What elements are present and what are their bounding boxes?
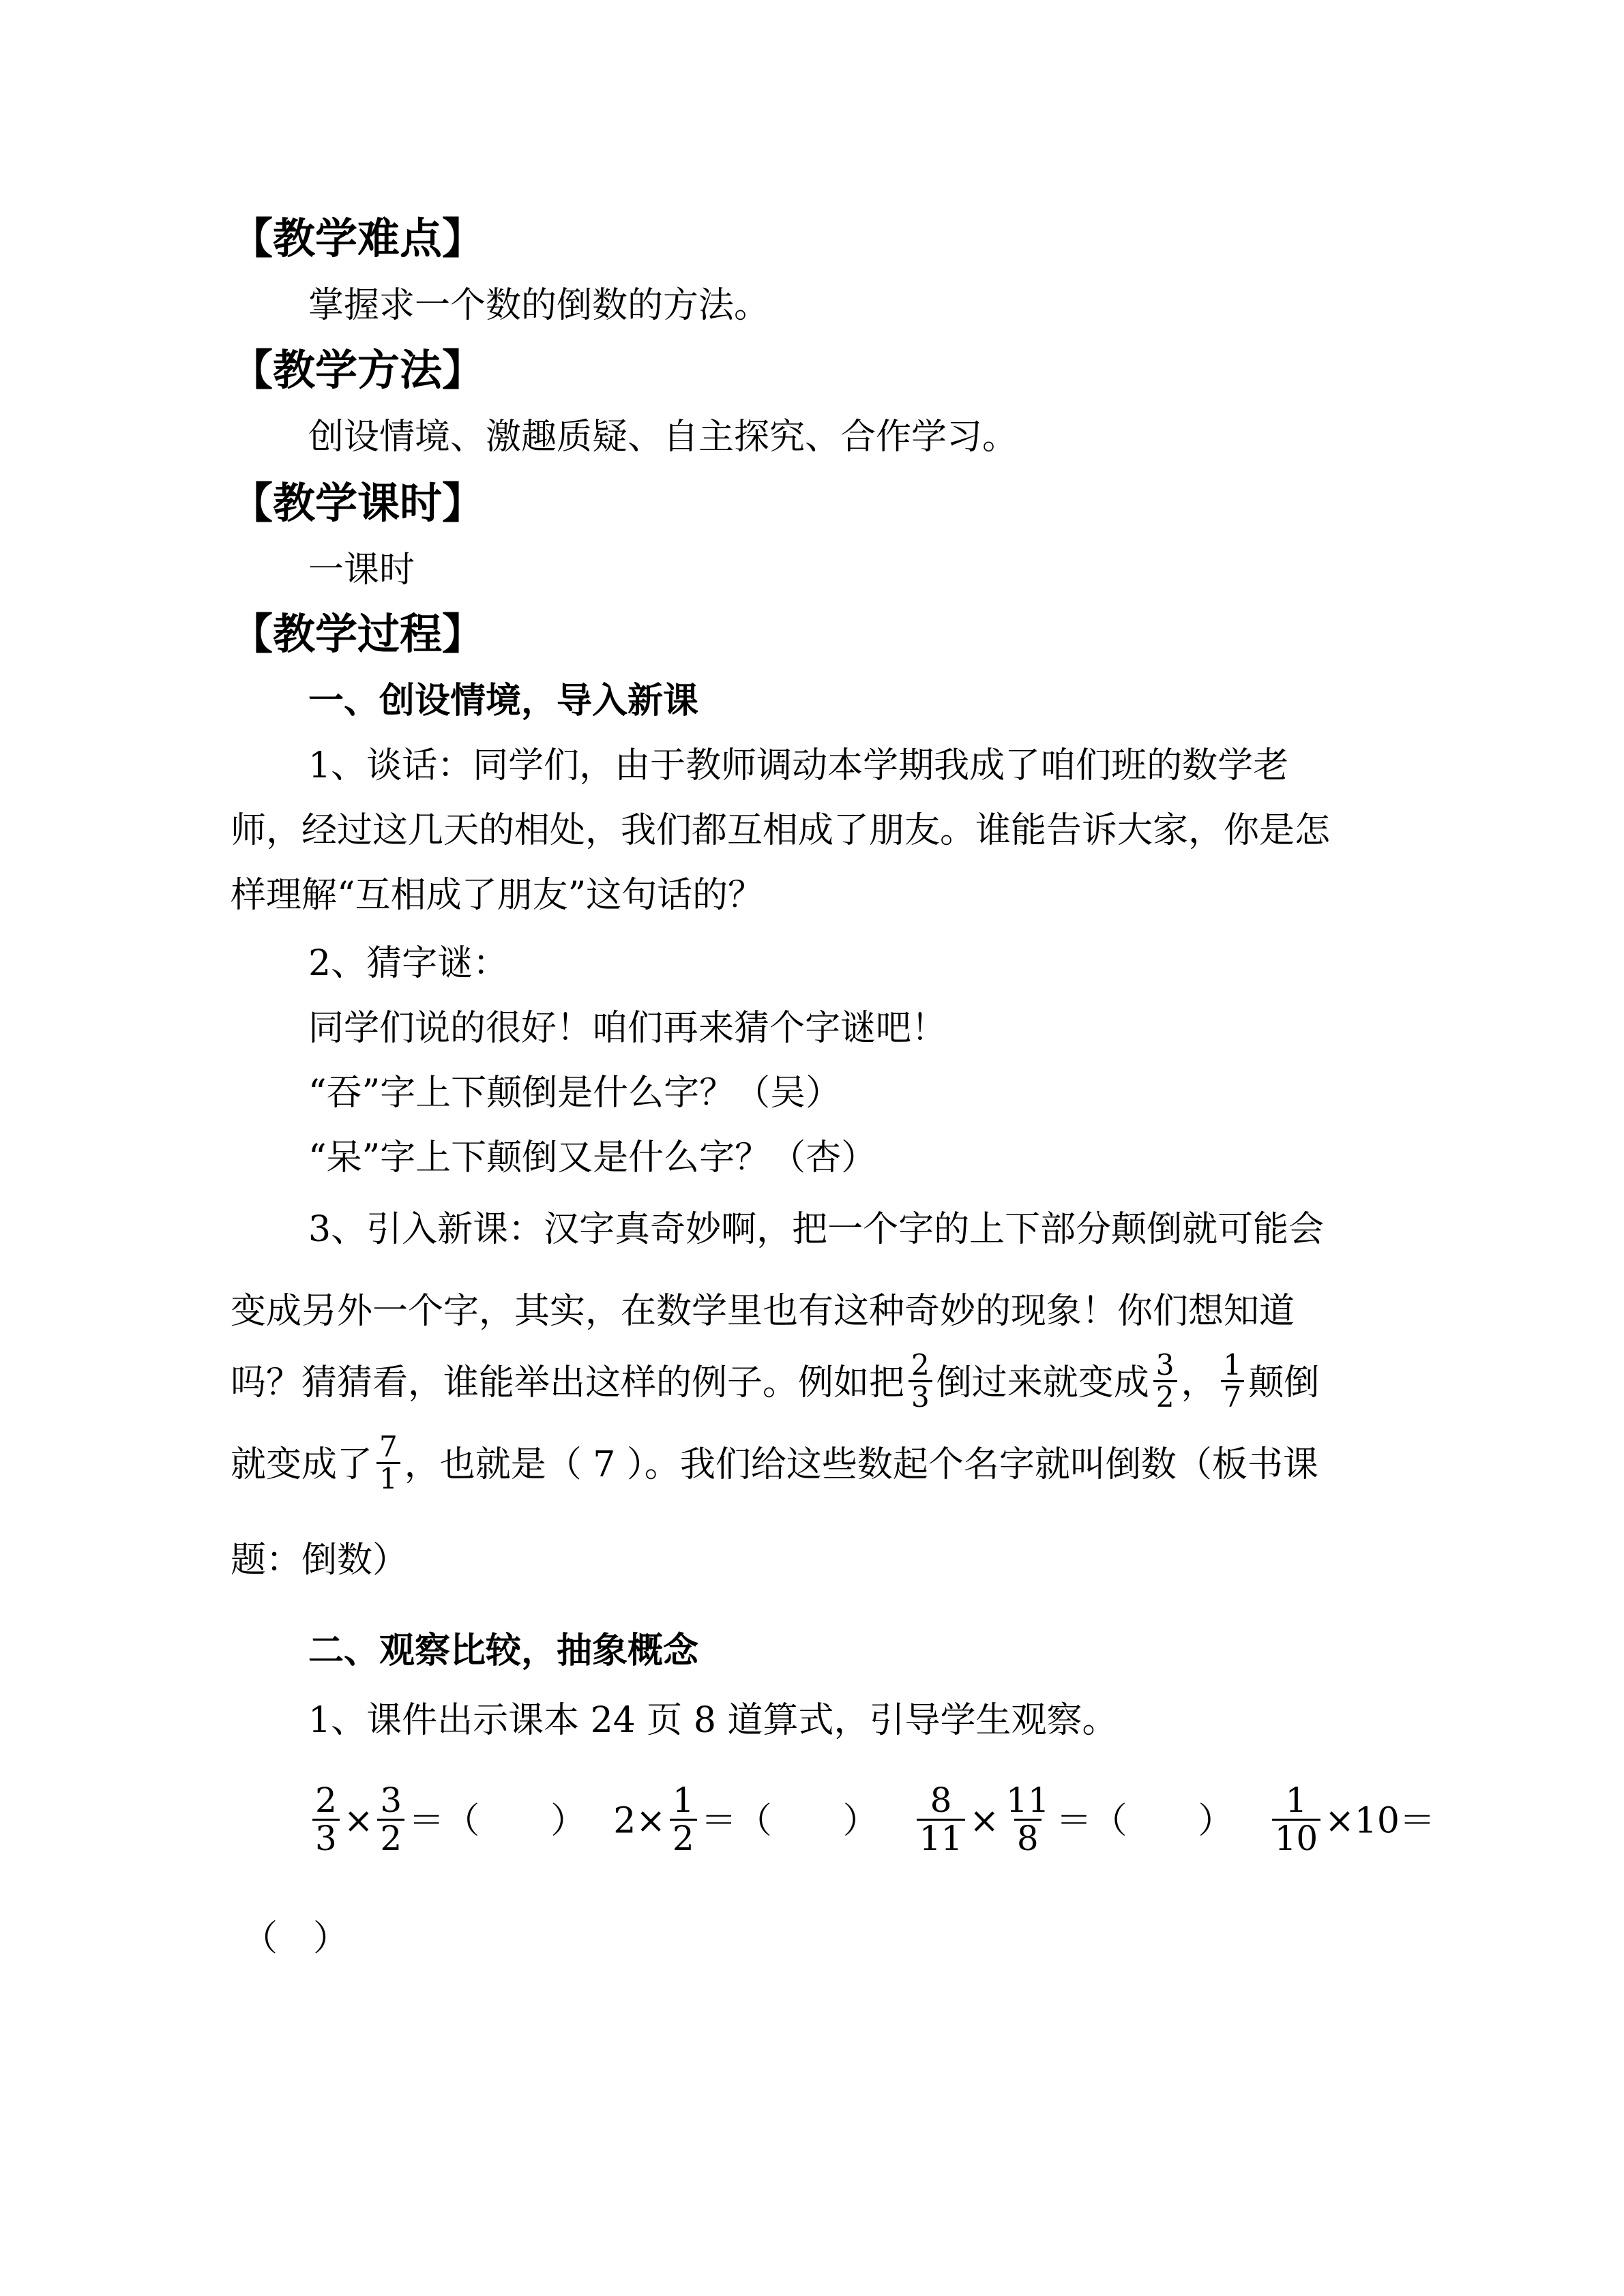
s1-p6-line5: 题：倒数） bbox=[231, 1540, 409, 1581]
fraction-denominator: 8 bbox=[1014, 1819, 1042, 1857]
fraction-numerator: 1 bbox=[1285, 1780, 1308, 1820]
eq1-fraction-a bbox=[312, 1780, 340, 1858]
heading-teaching-difficulty: 【教学难点】 bbox=[231, 213, 485, 263]
fraction-numerator: 3 bbox=[1155, 1347, 1175, 1382]
fraction-numerator: 2 bbox=[911, 1347, 930, 1382]
s1-p6-line3-c: ， bbox=[1181, 1362, 1217, 1403]
s1-p6-line4 bbox=[231, 1429, 1318, 1498]
fraction-denominator: 11 bbox=[917, 1819, 966, 1857]
s1-p1-line1: 1、谈话：同学们，由于教师调动本学期我成了咱们班的数学老 bbox=[308, 745, 1289, 786]
s2-p1: 1、课件出示课本 24 页 8 道算式，引导学生观察。 bbox=[308, 1700, 1118, 1741]
eq4-tail: ×10＝ bbox=[1325, 1800, 1435, 1842]
fraction-numerator: 8 bbox=[930, 1780, 952, 1820]
fraction-2-3 bbox=[909, 1347, 932, 1414]
heading-teaching-process: 【教学过程】 bbox=[231, 609, 485, 659]
s1-p4: “吞”字上下颠倒是什么字？（吴） bbox=[308, 1073, 842, 1114]
fraction-numerator: 7 bbox=[379, 1429, 398, 1463]
s1-p6-line2: 变成另外一个字，其实，在数学里也有这种奇妙的现象！你们想知道 bbox=[231, 1291, 1295, 1332]
section1-title: 一、创设情境，导入新课 bbox=[308, 681, 699, 721]
fraction-1-7 bbox=[1221, 1347, 1245, 1414]
fraction-numerator: 11 bbox=[1005, 1780, 1050, 1820]
equations-row bbox=[308, 1780, 1435, 1860]
fraction-numerator: 3 bbox=[380, 1780, 402, 1820]
eq1-fraction-b bbox=[377, 1780, 404, 1858]
s1-p6-line3 bbox=[231, 1347, 1320, 1416]
fraction-denominator: 3 bbox=[312, 1819, 340, 1857]
eq3-fraction-b bbox=[1003, 1780, 1052, 1858]
eq3-blank: ＝（ ） bbox=[1056, 1800, 1234, 1842]
fraction-denominator: 7 bbox=[1221, 1380, 1245, 1412]
eq4-fraction bbox=[1272, 1780, 1321, 1858]
s1-p6-line4-a: 就变成了 bbox=[231, 1444, 373, 1485]
fraction-denominator: 1 bbox=[377, 1462, 400, 1494]
s1-p2: 2、猜字谜： bbox=[308, 943, 509, 984]
fraction-7-1 bbox=[377, 1429, 400, 1495]
s1-p1-line2: 师，经过这几天的相处，我们都互相成了朋友。谁能告诉大家，你是怎 bbox=[231, 810, 1331, 851]
eq2-fraction bbox=[670, 1780, 697, 1858]
section2-title: 二、观察比较，抽象概念 bbox=[308, 1630, 699, 1671]
fraction-3-2 bbox=[1153, 1347, 1177, 1414]
heading-teaching-method: 【教学方法】 bbox=[231, 345, 485, 395]
fraction-denominator: 2 bbox=[670, 1819, 697, 1857]
s1-p6-line3-b: 倒过来就变成 bbox=[936, 1362, 1149, 1403]
eq4-wrap-blank: （ ） bbox=[242, 1918, 349, 1959]
s1-p1-line3: 样理解“互相成了朋友”这句话的？ bbox=[231, 875, 764, 916]
period-text: 一课时 bbox=[308, 550, 415, 591]
heading-teaching-period: 【教学课时】 bbox=[231, 478, 485, 528]
s1-p6-line3-d: 颠倒 bbox=[1248, 1362, 1320, 1403]
eq2-whole: 2 bbox=[613, 1800, 636, 1842]
difficulty-text: 掌握求一个数的倒数的方法。 bbox=[308, 285, 770, 326]
s1-p6-line4-b: ，也就是（ 7 ）。我们给这些数起个名字就叫倒数（板书课 bbox=[404, 1444, 1318, 1485]
fraction-numerator: 2 bbox=[315, 1780, 337, 1820]
fraction-denominator: 2 bbox=[377, 1819, 404, 1857]
s1-p6-line3-a: 吗？猜猜看，谁能举出这样的例子。例如把 bbox=[231, 1362, 905, 1403]
fraction-denominator: 2 bbox=[1153, 1380, 1177, 1412]
times-sign: × bbox=[343, 1800, 374, 1842]
fraction-denominator: 10 bbox=[1272, 1819, 1321, 1857]
s1-p5: “呆”字上下颠倒又是什么字？（杏） bbox=[308, 1137, 877, 1178]
fraction-numerator: 1 bbox=[1223, 1347, 1242, 1382]
fraction-denominator: 3 bbox=[909, 1380, 932, 1412]
times-sign: × bbox=[969, 1800, 999, 1842]
times-sign: × bbox=[636, 1800, 666, 1842]
method-text: 创设情境、激趣质疑、自主探究、合作学习。 bbox=[308, 417, 1018, 458]
eq3-fraction-a bbox=[917, 1780, 966, 1858]
eq2-blank: ＝（ ） bbox=[700, 1800, 879, 1842]
s1-p3: 同学们说的很好！咱们再来猜个字谜吧！ bbox=[308, 1008, 947, 1049]
s1-p6-line1: 3、引入新课：汉字真奇妙啊，把一个字的上下部分颠倒就可能会 bbox=[308, 1209, 1325, 1250]
fraction-numerator: 1 bbox=[672, 1780, 694, 1820]
eq1-blank: ＝（ ） bbox=[409, 1800, 587, 1842]
